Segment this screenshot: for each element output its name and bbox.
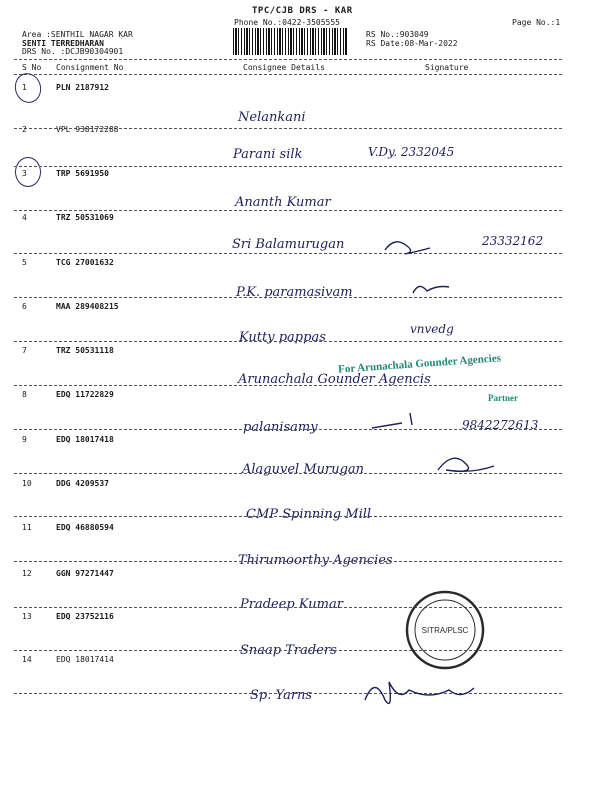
consignment-number: TRP 5691950 bbox=[56, 169, 109, 178]
row-sno: 4 bbox=[22, 213, 27, 222]
row-sno: 13 bbox=[22, 612, 32, 621]
rs-date: RS Date:08-Mar-2022 bbox=[366, 39, 458, 48]
staff-name: SENTI TERREDHARAN bbox=[22, 39, 104, 48]
consignment-number: VPL 938172288 bbox=[56, 125, 119, 134]
consignment-number: PLN 2187912 bbox=[56, 83, 109, 92]
row-sno: 1 bbox=[22, 83, 27, 92]
area-label: Area :SENTHIL NAGAR KAR bbox=[22, 30, 133, 39]
row-sno: 10 bbox=[22, 479, 32, 488]
row-sno: 7 bbox=[22, 346, 27, 355]
row-sno: 11 bbox=[22, 523, 32, 532]
receiver-signature: vnvedg bbox=[410, 322, 454, 336]
page-number: Page No.:1 bbox=[512, 18, 561, 27]
consignee-name: Snaap Traders bbox=[240, 643, 337, 658]
row-sno: 3 bbox=[22, 169, 27, 178]
consignment-number: EDQ 23752116 bbox=[56, 612, 114, 621]
col-sno: S No bbox=[22, 63, 42, 72]
consignment-number: EDQ 11722829 bbox=[56, 390, 114, 399]
col-consignment: Consignment No bbox=[56, 63, 124, 72]
consignee-name: Thirumoorthy Agencies bbox=[238, 553, 393, 568]
rs-number: RS No.:903049 bbox=[366, 30, 429, 39]
consignee-name: Arunachala Gounder Agencis bbox=[238, 372, 431, 387]
consignment-number: TRZ 50531069 bbox=[56, 213, 114, 222]
consignment-number: EDQ 18017414 bbox=[56, 655, 114, 664]
consignee-name: Nelankani bbox=[238, 110, 306, 125]
partner-stamp: Partner bbox=[488, 393, 518, 403]
consignee-name: Pradeep Kumar bbox=[240, 597, 343, 612]
consignee-name: Parani silk bbox=[233, 147, 303, 162]
col-consignee: Consignee Details bbox=[243, 63, 325, 72]
receiver-signature: 9842272613 bbox=[462, 418, 539, 432]
row-sno: 2 bbox=[22, 125, 27, 134]
agency-stamp: For Arunachala Gounder Agencies bbox=[337, 352, 502, 376]
row-sno: 6 bbox=[22, 302, 27, 311]
drs-number: DRS No. :DCJB90304901 bbox=[22, 47, 124, 56]
row-sno: 9 bbox=[22, 435, 27, 444]
consignee-name: palanisamy bbox=[243, 420, 318, 435]
consignment-number: GGN 97271447 bbox=[56, 569, 114, 578]
row-sno: 8 bbox=[22, 390, 27, 399]
round-stamp-text: SITRA/PLSC bbox=[421, 626, 469, 635]
route-title: TPC/CJB DRS - KAR bbox=[252, 6, 353, 16]
receiver-signature: 23332162 bbox=[482, 234, 544, 248]
consignment-number: TRZ 50531118 bbox=[56, 346, 114, 355]
consignment-number: EDQ 46880594 bbox=[56, 523, 114, 532]
consignment-number: MAA 289408215 bbox=[56, 302, 119, 311]
consignee-name: Kutty pappas bbox=[239, 330, 326, 345]
consignee-name: Sp. Yarns bbox=[250, 688, 313, 703]
consignment-number: TCG 27001632 bbox=[56, 258, 114, 267]
row-sno: 5 bbox=[22, 258, 27, 267]
consignee-name: Alaguvel Murugan bbox=[242, 462, 365, 477]
consignment-number: EDQ 18017418 bbox=[56, 435, 114, 444]
consignment-number: DDG 4209537 bbox=[56, 479, 109, 488]
consignee-name: P.K. paramasivam bbox=[236, 285, 353, 300]
consignee-name: Sri Balamurugan bbox=[232, 237, 345, 252]
receiver-signature: V.Dy. 2332045 bbox=[368, 145, 455, 159]
row-sno: 14 bbox=[22, 655, 32, 664]
consignee-name: Ananth Kumar bbox=[235, 195, 331, 210]
consignee-name: CMP Spinning Mill bbox=[246, 507, 372, 522]
round-stamp bbox=[407, 592, 483, 668]
col-signature: Signature bbox=[425, 63, 469, 72]
row-sno: 12 bbox=[22, 569, 32, 578]
phone-number: Phone No.:0422-3505555 bbox=[234, 18, 340, 27]
